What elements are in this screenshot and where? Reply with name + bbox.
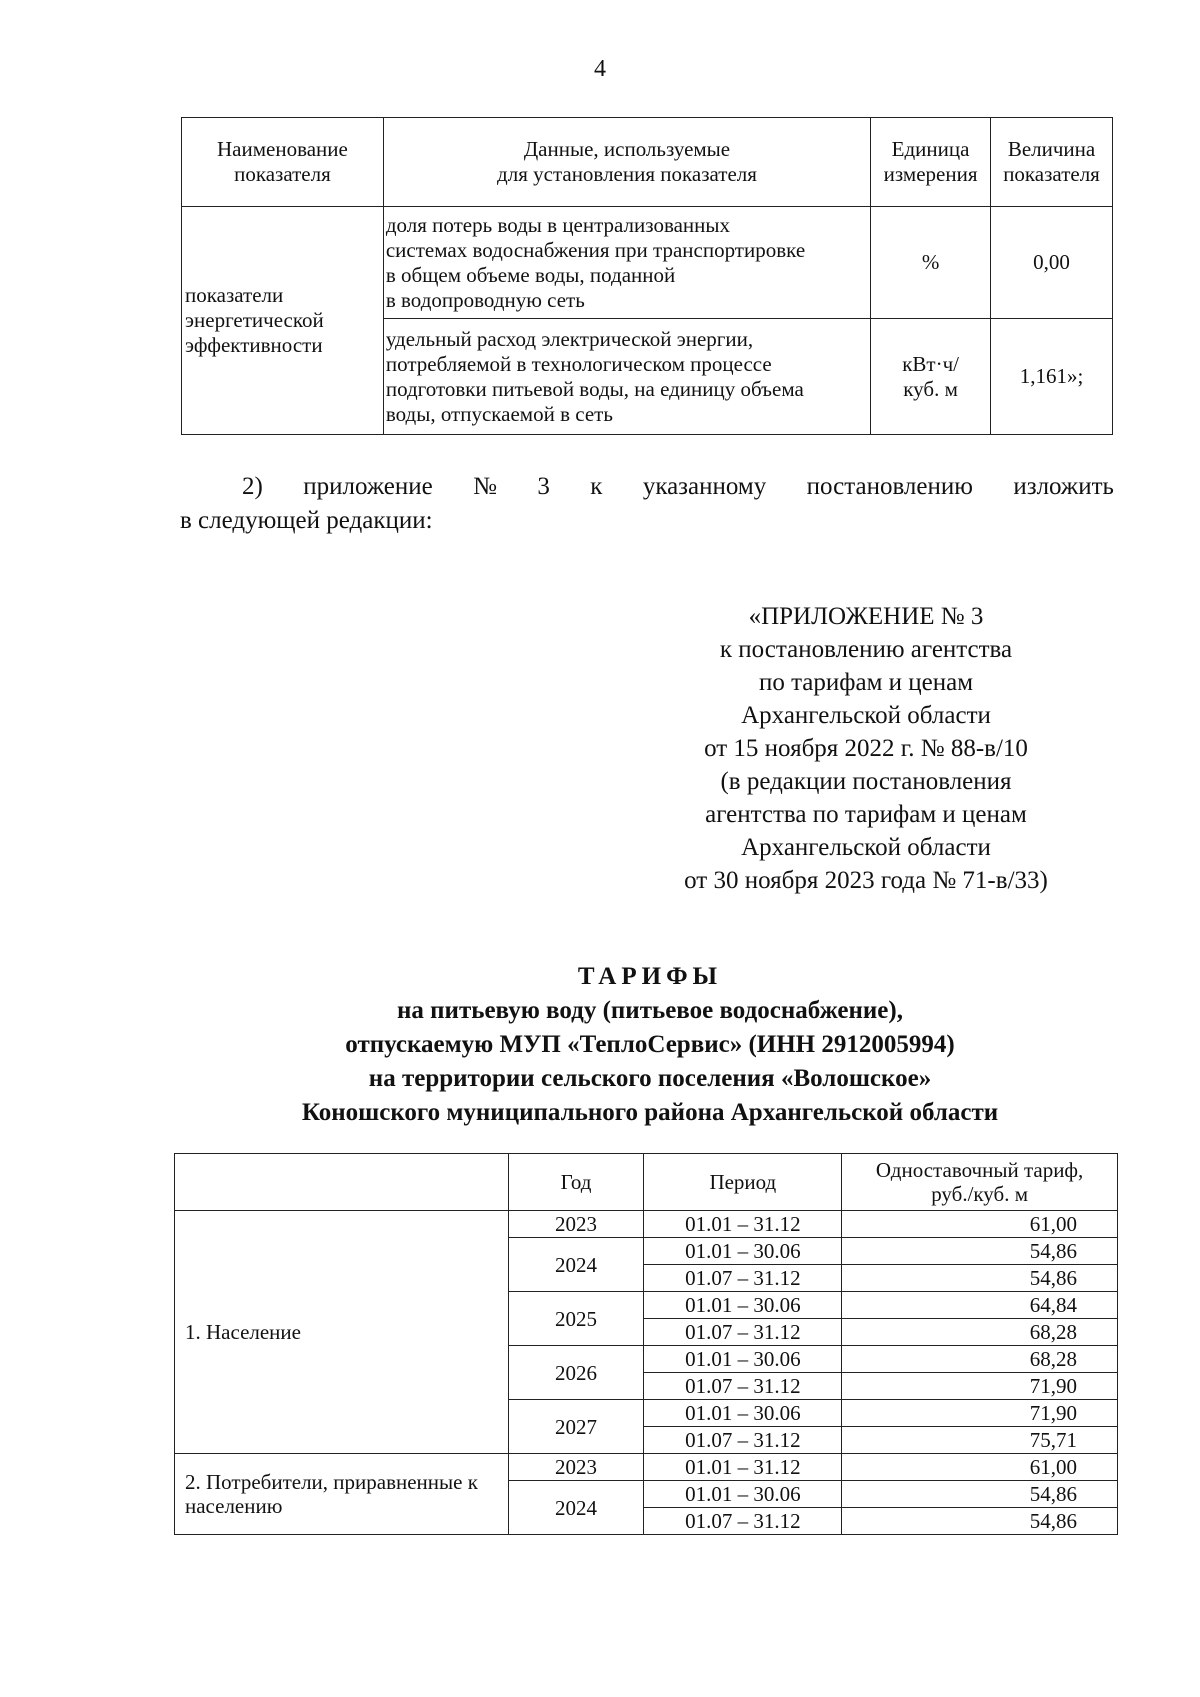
header-blank <box>175 1154 509 1211</box>
period-cell: 01.07 – 31.12 <box>644 1508 842 1535</box>
tariff-title: ТАРИФЫ на питьевую воду (питьевое водоснабжение), отпускаемую МУП «ТеплоСервис» (ИНН 2912005994) на территории сельского поселения «Волошское» Коношского муниципального района Архангельской области <box>180 960 1120 1130</box>
period-cell: 01.07 – 31.12 <box>644 1319 842 1346</box>
period-cell: 01.01 – 30.06 <box>644 1400 842 1427</box>
period-cell: 01.07 – 31.12 <box>644 1427 842 1454</box>
header-period: Период <box>644 1154 842 1211</box>
year-cell: 2023 <box>508 1454 644 1481</box>
unit-cell: % <box>871 207 991 319</box>
tariff-cell: 61,00 <box>842 1211 1118 1238</box>
period-cell: 01.01 – 31.12 <box>644 1454 842 1481</box>
year-cell: 2026 <box>508 1346 644 1400</box>
header-year: Год <box>508 1154 644 1211</box>
consumer-group-cell: 2. Потребители, приравненные к населению <box>175 1454 509 1535</box>
paragraph-line-1: 2) приложение № 3 к указанному постановлению изложить <box>242 473 1114 500</box>
header-data: Данные, используемые для установления показателя <box>383 118 870 207</box>
year-cell: 2024 <box>508 1238 644 1292</box>
paragraph-line-2: в следующей редакции: <box>180 507 433 534</box>
value-cell: 0,00 <box>991 207 1113 319</box>
table-row <box>182 207 1113 319</box>
header-tariff: Одноставочный тариф, руб./куб. м <box>842 1154 1118 1211</box>
page-number: 4 <box>594 56 606 82</box>
header-value: Величина показателя <box>991 118 1113 207</box>
indicator-table-header <box>182 118 1113 207</box>
tariff-cell: 61,00 <box>842 1454 1118 1481</box>
tariff-cell: 71,90 <box>842 1400 1118 1427</box>
tariff-cell: 75,71 <box>842 1427 1118 1454</box>
tariff-table <box>174 1153 1118 1535</box>
tariff-cell: 71,90 <box>842 1373 1118 1400</box>
year-cell: 2025 <box>508 1292 644 1346</box>
appendix-heading: «ПРИЛОЖЕНИЕ № 3 к постановлению агентства по тарифам и ценам Архангельской области от 15 ноября 2022 г. № 88-в/10 (в редакции постановления агентства по тарифам и ценам Архангельской области от 30 ноября 2023 года № 71-в/33) <box>684 603 1048 894</box>
data-cell: доля потерь воды в централизованных системах водоснабжения при транспортировке в общем объеме воды, поданной в водопроводную сеть <box>383 207 870 319</box>
year-cell: 2024 <box>508 1481 644 1535</box>
data-cell: удельный расход электрической энергии, потребляемой в технологическом процессе подготовки питьевой воды, на единицу объема воды, отпускаемой в сеть <box>383 319 870 435</box>
tariff-cell: 68,28 <box>842 1346 1118 1373</box>
tariff-cell: 54,86 <box>842 1265 1118 1292</box>
period-cell: 01.01 – 30.06 <box>644 1481 842 1508</box>
year-cell: 2023 <box>508 1211 644 1238</box>
value-cell: 1,161»; <box>991 319 1113 435</box>
amendment-paragraph <box>180 470 1114 538</box>
title-main: ТАРИФЫ <box>577 963 723 990</box>
tariff-cell: 68,28 <box>842 1319 1118 1346</box>
indicator-table <box>181 117 1113 435</box>
year-cell: 2027 <box>508 1400 644 1454</box>
tariff-cell: 64,84 <box>842 1292 1118 1319</box>
period-cell: 01.01 – 31.12 <box>644 1211 842 1238</box>
indicator-name-cell: показатели энергетической эффективности <box>182 207 384 435</box>
period-cell: 01.07 – 31.12 <box>644 1265 842 1292</box>
unit-cell: кВт·ч/ куб. м <box>871 319 991 435</box>
period-cell: 01.01 – 30.06 <box>644 1238 842 1265</box>
table-row <box>175 1454 1118 1481</box>
tariff-cell: 54,86 <box>842 1508 1118 1535</box>
header-indicator-name: Наименование показателя <box>182 118 384 207</box>
header-unit: Единица измерения <box>871 118 991 207</box>
tariff-table-header <box>175 1154 1118 1211</box>
period-cell: 01.07 – 31.12 <box>644 1373 842 1400</box>
tariff-cell: 54,86 <box>842 1238 1118 1265</box>
period-cell: 01.01 – 30.06 <box>644 1346 842 1373</box>
consumer-group-cell: 1. Население <box>175 1211 509 1454</box>
period-cell: 01.01 – 30.06 <box>644 1292 842 1319</box>
tariff-cell: 54,86 <box>842 1481 1118 1508</box>
table-row <box>175 1211 1118 1238</box>
